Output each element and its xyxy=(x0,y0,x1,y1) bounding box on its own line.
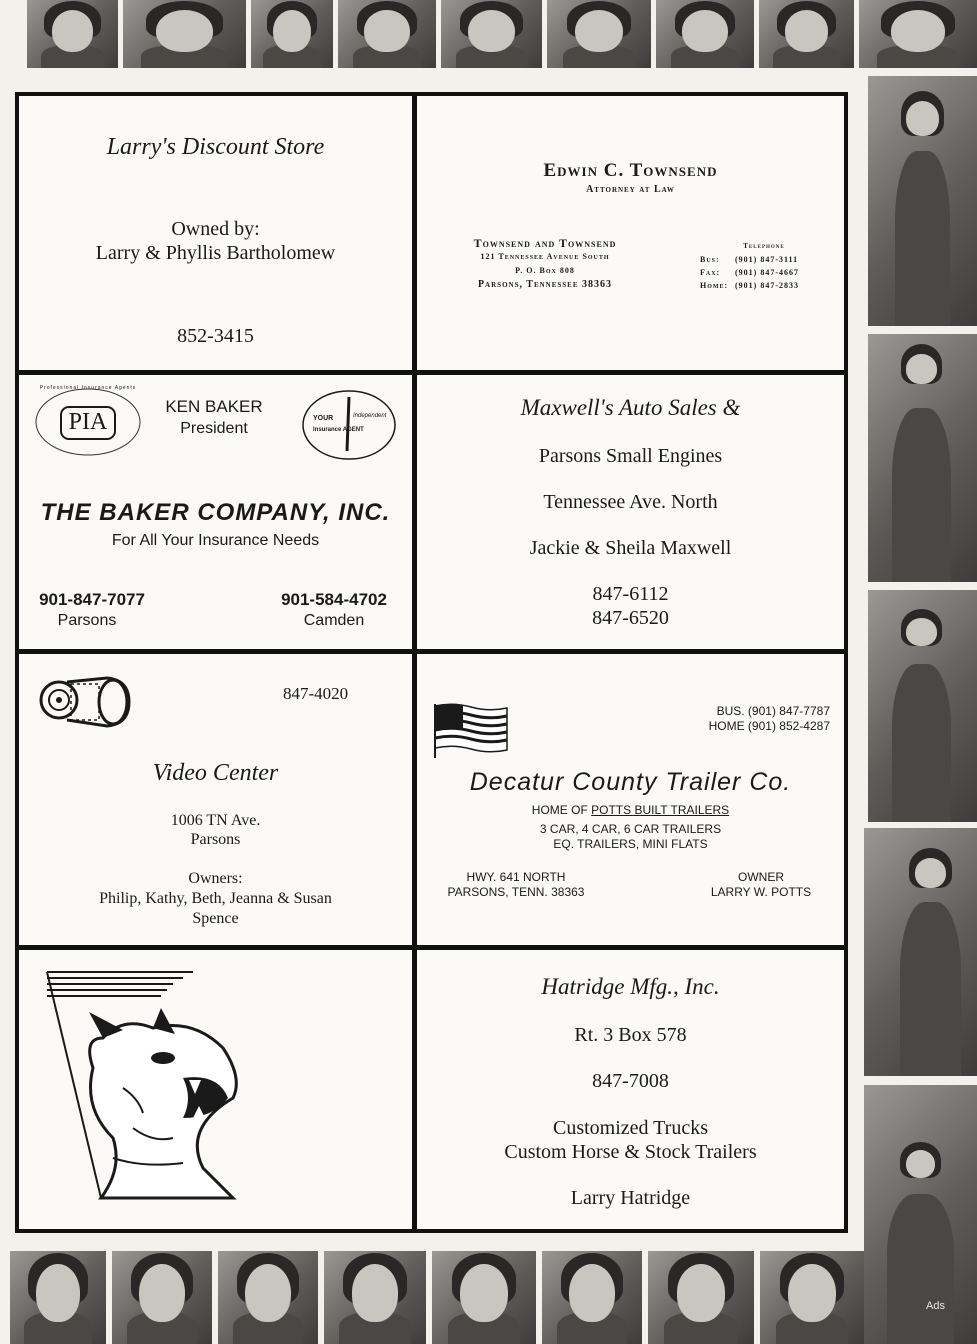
phone: 847-4020 xyxy=(283,684,349,703)
business-name: Video Center xyxy=(152,760,279,786)
home-of-label: HOME OF xyxy=(531,803,588,817)
phone: 847-7008 xyxy=(592,1070,669,1092)
cougar-mascot-illustration xyxy=(43,968,243,1208)
student-photo xyxy=(759,0,854,68)
ad-line: Jackie & Sheila Maxwell xyxy=(529,537,732,559)
city-parsons: Parsons xyxy=(57,612,117,629)
ad-line: Customized Trucks xyxy=(552,1117,709,1139)
home-phone: HOME (901) 852-4287 xyxy=(708,719,830,733)
ad-townsend-attorney xyxy=(417,96,844,370)
phone: 852-3415 xyxy=(177,325,254,347)
ad-decatur-county-trailer xyxy=(417,654,844,945)
ad-baker-company xyxy=(19,375,412,649)
owner-name: LARRY W. POTTS xyxy=(710,885,812,899)
agent-logo-text: YOUR xyxy=(313,415,334,422)
candid-photo xyxy=(868,76,977,326)
address-line: PARSONS, TENN. 38363 xyxy=(447,885,585,899)
owner-name: Larry Hatridge xyxy=(570,1187,691,1209)
business-name: Larry's Discount Store xyxy=(106,134,325,160)
student-photo xyxy=(859,0,977,68)
ad-line: Parsons Small Engines xyxy=(538,445,723,467)
address-line: 1006 TN Ave. xyxy=(170,812,261,829)
bus-phone: (901) 847-3111 xyxy=(735,255,799,264)
american-flag-icon xyxy=(433,702,509,760)
owner-label: OWNER xyxy=(738,870,784,884)
business-name: Maxwell's Auto Sales & xyxy=(520,395,741,420)
phone: 847-6520 xyxy=(592,607,669,629)
ad-maxwells-auto-sales xyxy=(417,375,844,649)
student-photo xyxy=(542,1251,642,1344)
ad-line: Tennessee Ave. North xyxy=(543,491,718,513)
ad-hatridge-mfg xyxy=(417,950,844,1229)
phone-parsons: 901-847-7077 xyxy=(39,590,145,609)
candid-photo xyxy=(868,590,977,822)
agent-logo-text: Insurance AGENT xyxy=(313,427,364,433)
fax-phone: (901) 847-4667 xyxy=(735,268,799,277)
tagline: For All Your Insurance Needs xyxy=(111,532,320,549)
bus-label: Bus: xyxy=(700,255,720,264)
bus-phone: BUS. (901) 847-7787 xyxy=(716,704,830,718)
student-photo xyxy=(10,1251,106,1344)
person-title: President xyxy=(180,420,248,437)
student-photo xyxy=(218,1251,318,1344)
ad-line: EQ. TRAILERS, MINI FLATS xyxy=(553,837,708,851)
owners-label: Owners: xyxy=(188,870,243,887)
address-line: Parsons xyxy=(190,831,241,848)
person-name: KEN BAKER xyxy=(165,397,263,416)
candid-photo xyxy=(864,1085,977,1344)
ad-video-center xyxy=(19,654,412,945)
company-name: THE BAKER COMPANY, INC. xyxy=(40,499,391,526)
ad-line: Custom Horse & Stock Trailers xyxy=(504,1141,757,1163)
student-photo xyxy=(112,1251,212,1344)
candid-photo xyxy=(868,334,977,582)
address: Rt. 3 Box 578 xyxy=(574,1024,687,1046)
city-camden: Camden xyxy=(303,612,365,629)
address-line: HWY. 641 NORTH xyxy=(466,870,566,884)
page-footer: Ads xyxy=(926,1300,945,1312)
address-line: P. O. Box 808 xyxy=(515,266,575,275)
student-photo xyxy=(432,1251,536,1344)
firm-name: Townsend and Townsend xyxy=(473,236,617,250)
student-photo xyxy=(338,0,436,68)
owners: Spence xyxy=(192,910,239,927)
student-photo xyxy=(27,0,118,68)
owners: Larry & Phyllis Bartholomew xyxy=(95,242,336,264)
student-photo xyxy=(324,1251,426,1344)
owners: Philip, Kathy, Beth, Jeanna & Susan xyxy=(99,890,332,907)
brand-name: POTTS BUILT TRAILERS xyxy=(591,803,730,817)
ad-line: 3 CAR, 4 CAR, 6 CAR TRAILERS xyxy=(539,822,722,836)
brand-line xyxy=(417,803,844,817)
owned-by-label: Owned by: xyxy=(171,218,260,240)
agent-logo-text: Independent xyxy=(353,413,387,419)
phone-camden: 901-584-4702 xyxy=(281,590,387,609)
student-photo xyxy=(648,1251,754,1344)
student-photo xyxy=(251,0,333,68)
student-photo xyxy=(656,0,754,68)
pia-logo xyxy=(33,387,143,457)
student-photo xyxy=(123,0,246,68)
address-line: 121 Tennessee Avenue South xyxy=(480,252,610,261)
fax-label: Fax: xyxy=(700,268,721,277)
ad-larrys-discount-store xyxy=(19,96,412,370)
independent-agent-logo xyxy=(301,389,397,461)
attorney-title: Attorney at Law xyxy=(586,184,675,195)
attorney-name: Edwin C. Townsend xyxy=(543,160,718,181)
ads-grid xyxy=(15,92,848,1233)
film-reel-icon xyxy=(37,668,137,732)
home-phone: (901) 847-2833 xyxy=(735,281,799,290)
candid-photo xyxy=(864,828,977,1076)
pia-logo-text: PIA xyxy=(68,409,108,435)
phone: 847-6112 xyxy=(592,583,669,605)
student-photo xyxy=(441,0,542,68)
ad-cougar-mascot xyxy=(19,950,412,1229)
telephone-label: Telephone xyxy=(743,242,785,250)
pia-ring-text: Professional Insurance Agents xyxy=(39,385,137,391)
home-label: Home: xyxy=(700,281,729,290)
student-photo xyxy=(547,0,651,68)
address-line: Parsons, Tennessee 38363 xyxy=(477,279,613,290)
student-photo xyxy=(760,1251,864,1344)
business-name: Decatur County Trailer Co. xyxy=(469,768,792,796)
business-name: Hatridge Mfg., Inc. xyxy=(541,974,720,999)
